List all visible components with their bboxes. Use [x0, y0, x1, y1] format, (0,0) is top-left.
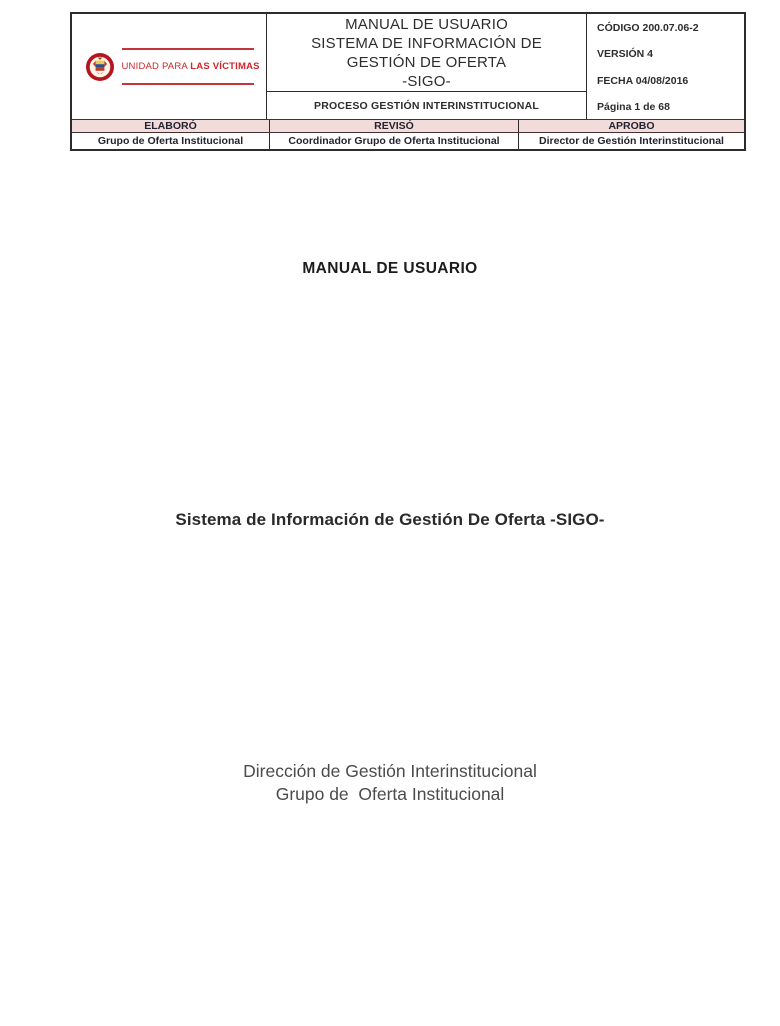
- brand-name: [121, 50, 260, 83]
- aprobo-header-cell: APROBO: [608, 120, 655, 132]
- reviso-value-cell: Coordinador Grupo de Oferta Institucional: [270, 133, 519, 149]
- approval-value-row: [72, 133, 744, 149]
- meta-cell: [587, 14, 744, 119]
- document-title: [267, 14, 586, 92]
- brand-name-bold: LAS VÍCTIMAS: [190, 61, 260, 72]
- footer-direction: Dirección de Gestión Interinstitucional: [243, 761, 537, 781]
- cover-subheading: Sistema de Información de Gestión De Oferta -SIGO-: [175, 510, 605, 529]
- elaboro-header-cell: ELABORÓ: [72, 120, 270, 132]
- brand-name-regular: UNIDAD PARA: [121, 61, 191, 72]
- meta-fecha: FECHA 04/08/2016: [597, 74, 689, 87]
- approval-header-row: [72, 119, 744, 133]
- meta-version: VERSIÓN 4: [597, 48, 654, 61]
- title-line-1: MANUAL DE USUARIO: [345, 15, 508, 33]
- title-line-3: GESTIÓN DE OFERTA: [346, 53, 507, 71]
- victims-unit-emblem-icon: [85, 52, 115, 82]
- reviso-header-cell: REVISÓ: [270, 120, 519, 132]
- aprobo-value-cell: Director de Gestión Interinstitucional: [539, 135, 724, 147]
- brand-rule-bottom: [122, 83, 254, 85]
- title-line-4: -SIGO-: [402, 72, 451, 90]
- title-line-2: SISTEMA DE INFORMACIÓN DE: [311, 34, 542, 52]
- title-column: [267, 14, 587, 119]
- cover-heading: MANUAL DE USUARIO: [302, 260, 478, 277]
- brand-wordmark: [121, 48, 260, 85]
- footer-group: Grupo de Oferta Institucional: [275, 784, 505, 804]
- elaboro-value-cell: Grupo de Oferta Institucional: [72, 133, 270, 149]
- header-table: [70, 12, 746, 151]
- meta-pagina: Página 1 de 68: [597, 100, 670, 113]
- logo-cell: [72, 14, 267, 119]
- cover-footer: [0, 760, 780, 806]
- meta-codigo: CÓDIGO 200.07.06-2: [597, 22, 699, 34]
- header-table-top-row: [72, 14, 744, 119]
- process-name: PROCESO GESTIÓN INTERINSTITUCIONAL: [314, 99, 539, 112]
